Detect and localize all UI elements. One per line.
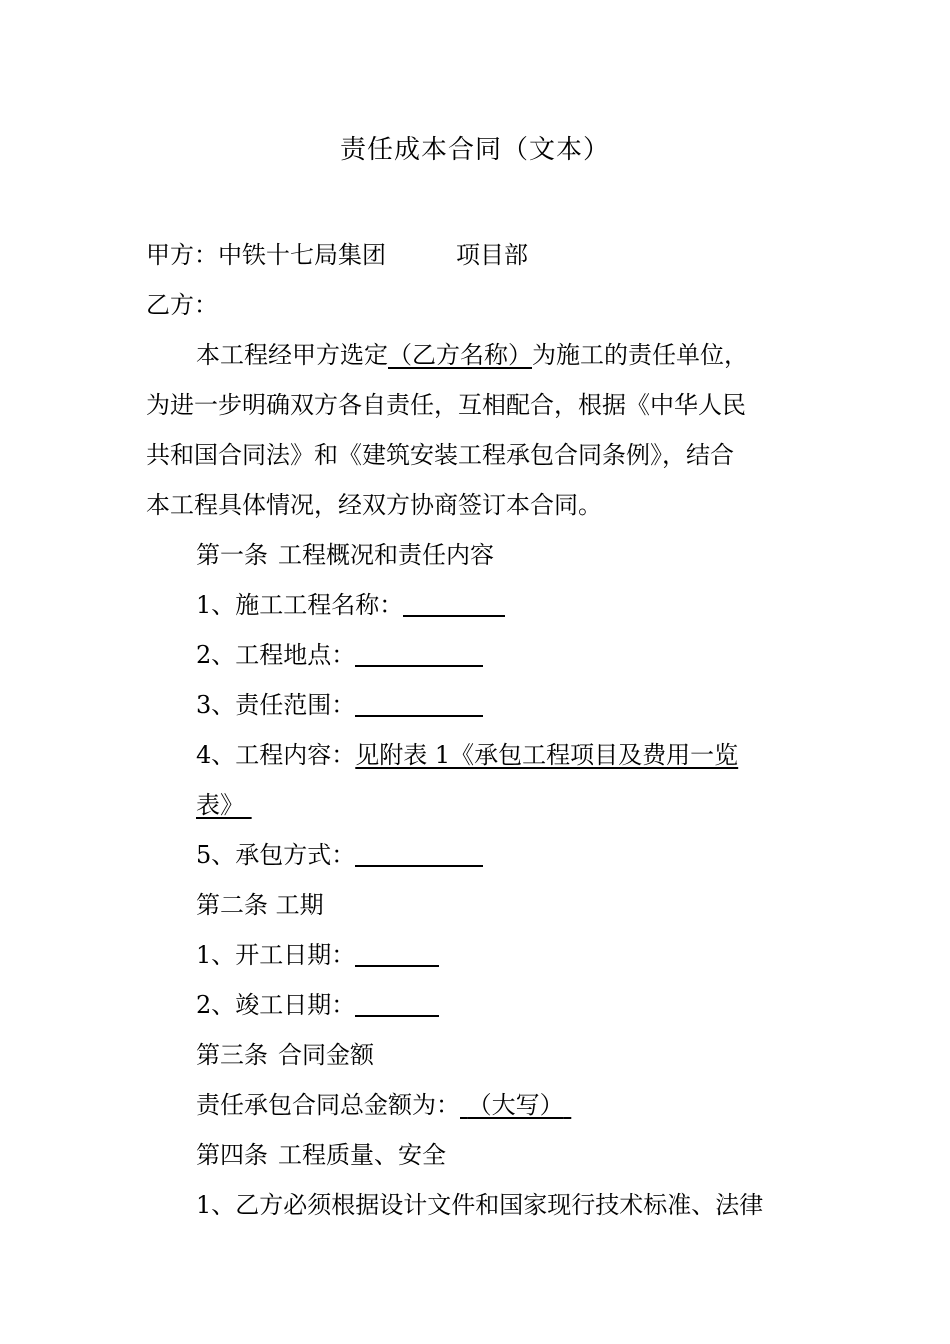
article-1-heading bbox=[146, 530, 810, 580]
intro-line-3: 共和国合同法》和《建筑安装工程承包合同条例》，结合 bbox=[146, 441, 734, 469]
party-b-name-field: （乙方名称） bbox=[388, 341, 532, 369]
start-date-blank bbox=[355, 937, 439, 967]
scope-blank bbox=[355, 687, 483, 717]
item-label: 1、施工工程名称： bbox=[196, 591, 404, 619]
article-title: 合同金额 bbox=[278, 1041, 374, 1069]
article-title: 工程质量、安全 bbox=[278, 1141, 446, 1169]
work-content-value: 表》 bbox=[196, 791, 244, 819]
intro-text: 本工程经甲方选定 bbox=[196, 341, 388, 369]
article-2-item-1 bbox=[146, 930, 810, 980]
completion-date-blank bbox=[355, 987, 439, 1017]
article-number: 第一条 bbox=[196, 541, 268, 569]
party-a-label: 甲方：中铁十七局集团 bbox=[146, 241, 386, 269]
document-title: 责任成本合同（文本） bbox=[339, 135, 610, 165]
intro-line-2: 为进一步明确双方各自责任，互相配合，根据《中华人民 bbox=[146, 391, 746, 419]
location-blank bbox=[355, 637, 483, 667]
party-a-line bbox=[146, 230, 810, 280]
article-1-item-2 bbox=[146, 630, 810, 680]
article-number: 第四条 bbox=[196, 1141, 268, 1169]
item-label: 5、承包方式： bbox=[196, 841, 356, 869]
article-2-item-2 bbox=[146, 980, 810, 1030]
article-1-item-1 bbox=[146, 580, 810, 630]
item-label: 2、工程地点： bbox=[196, 641, 356, 669]
contract-method-blank bbox=[355, 837, 483, 867]
item-label: 3、责任范围： bbox=[196, 691, 356, 719]
party-b-label: 乙方： bbox=[146, 291, 218, 319]
article-2-heading: 第二条 工期 bbox=[196, 891, 324, 919]
amount-value: （大写） bbox=[467, 1091, 564, 1119]
party-b-line bbox=[146, 280, 810, 330]
article-4-heading bbox=[146, 1130, 810, 1180]
work-content-value: 见附表 1《承包工程项目及费用一览 bbox=[355, 741, 739, 769]
intro-line-1 bbox=[146, 330, 810, 380]
article-1-item-5 bbox=[146, 830, 810, 880]
item-label: 1、开工日期： bbox=[196, 941, 356, 969]
article-1-item-4-cont bbox=[146, 780, 810, 830]
document-body bbox=[146, 230, 810, 1230]
article-number: 第三条 bbox=[196, 1041, 268, 1069]
article-1-item-3 bbox=[146, 680, 810, 730]
item-label: 2、竣工日期： bbox=[196, 991, 356, 1019]
article-1-item-4 bbox=[146, 730, 810, 780]
project-name-blank bbox=[403, 587, 505, 617]
article-3-amount bbox=[146, 1080, 810, 1130]
item-label: 责任承包合同总金额为： bbox=[196, 1091, 460, 1119]
intro-text: 为施工的责任单位， bbox=[532, 341, 748, 369]
article-title: 工程概况和责任内容 bbox=[278, 541, 494, 569]
article-3-heading bbox=[146, 1030, 810, 1080]
party-a-suffix: 项目部 bbox=[456, 241, 528, 269]
intro-line-4: 本工程具体情况，经双方协商签订本合同。 bbox=[146, 491, 602, 519]
item-label: 4、工程内容： bbox=[196, 741, 356, 769]
article-4-item-1: 1、乙方必须根据设计文件和国家现行技术标准、法律 bbox=[196, 1191, 764, 1219]
